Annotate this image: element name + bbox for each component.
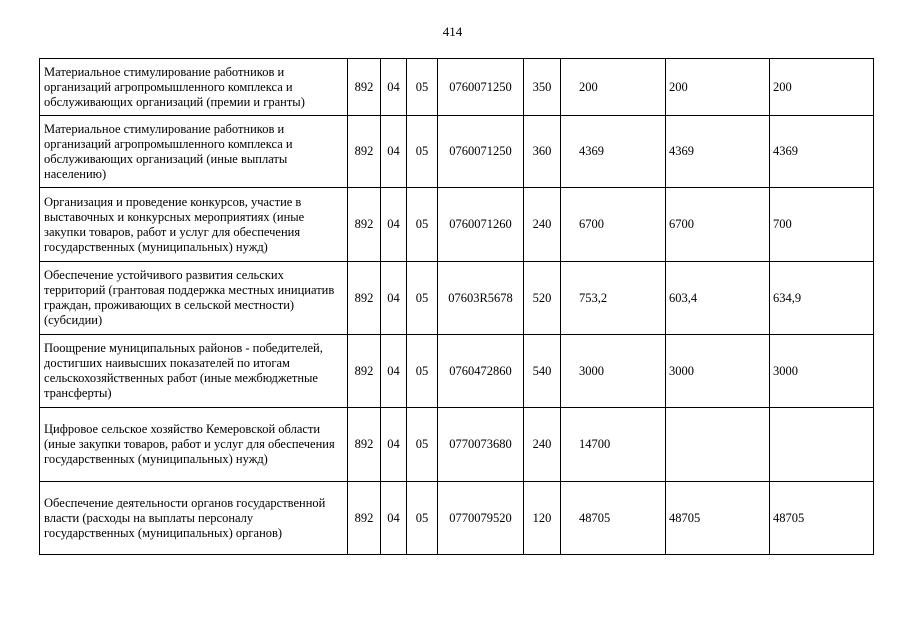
target-article-code: 0770079520: [438, 482, 524, 555]
subsection-code: 05: [407, 188, 438, 262]
expense-type-code: 240: [524, 188, 561, 262]
amount-year-3: 4369: [770, 116, 874, 188]
amount-year-2: 603,4: [666, 262, 770, 335]
ministry-code: 892: [348, 408, 381, 482]
row-description: Цифровое сельское хозяйство Кемеровской области (иные закупки товаров, работ и услуг для обеспечения государственных (муниципальных) нужд): [40, 408, 348, 482]
amount-year-2: 6700: [666, 188, 770, 262]
subsection-code: 05: [407, 262, 438, 335]
expense-type-code: 520: [524, 262, 561, 335]
expense-type-code: 360: [524, 116, 561, 188]
table-row: [40, 59, 874, 116]
section-code: 04: [381, 408, 407, 482]
amount-year-1: 48705: [561, 482, 666, 555]
target-article-code: 0760071250: [438, 59, 524, 116]
table-row: [40, 482, 874, 555]
target-article-code: 0760071260: [438, 188, 524, 262]
subsection-code: 05: [407, 59, 438, 116]
section-code: 04: [381, 482, 407, 555]
subsection-code: 05: [407, 482, 438, 555]
amount-year-3: 634,9: [770, 262, 874, 335]
section-code: 04: [381, 59, 407, 116]
amount-year-2: [666, 408, 770, 482]
ministry-code: 892: [348, 116, 381, 188]
amount-year-2: 48705: [666, 482, 770, 555]
expense-type-code: 540: [524, 335, 561, 408]
ministry-code: 892: [348, 188, 381, 262]
amount-year-3: 700: [770, 188, 874, 262]
amount-year-1: 200: [561, 59, 666, 116]
amount-year-1: 14700: [561, 408, 666, 482]
table-row: [40, 188, 874, 262]
ministry-code: 892: [348, 59, 381, 116]
table-row: [40, 408, 874, 482]
ministry-code: 892: [348, 262, 381, 335]
target-article-code: 0770073680: [438, 408, 524, 482]
amount-year-2: 4369: [666, 116, 770, 188]
amount-year-3: [770, 408, 874, 482]
amount-year-1: 4369: [561, 116, 666, 188]
row-description: Организация и проведение конкурсов, участие в выставочных и конкурсных мероприятиях (иные закупки товаров, работ и услуг для обеспечения государственных (муниципальных) нужд): [40, 188, 348, 262]
expense-type-code: 120: [524, 482, 561, 555]
amount-year-3: 48705: [770, 482, 874, 555]
table-row: [40, 116, 874, 188]
amount-year-1: 3000: [561, 335, 666, 408]
amount-year-2: 3000: [666, 335, 770, 408]
target-article-code: 0760071250: [438, 116, 524, 188]
target-article-code: 0760472860: [438, 335, 524, 408]
section-code: 04: [381, 188, 407, 262]
table-row: [40, 335, 874, 408]
expense-type-code: 240: [524, 408, 561, 482]
row-description: Обеспечение устойчивого развития сельских территорий (грантовая поддержка местных инициатив граждан, проживающих в сельской местности) (субсидии): [40, 262, 348, 335]
section-code: 04: [381, 116, 407, 188]
target-article-code: 07603R5678: [438, 262, 524, 335]
ministry-code: 892: [348, 482, 381, 555]
amount-year-1: 753,2: [561, 262, 666, 335]
amount-year-3: 200: [770, 59, 874, 116]
budget-table: [39, 58, 874, 555]
amount-year-1: 6700: [561, 188, 666, 262]
row-description: Материальное стимулирование работников и организаций агропромышленного комплекса и обслуживающих организаций (премии и гранты): [40, 59, 348, 116]
amount-year-3: 3000: [770, 335, 874, 408]
expense-type-code: 350: [524, 59, 561, 116]
section-code: 04: [381, 262, 407, 335]
table-row: [40, 262, 874, 335]
row-description: Обеспечение деятельности органов государственной власти (расходы на выплаты персоналу государственных (муниципальных) органов): [40, 482, 348, 555]
subsection-code: 05: [407, 335, 438, 408]
amount-year-2: 200: [666, 59, 770, 116]
row-description: Поощрение муниципальных районов - победителей, достигших наивысших показателей по итогам сельскохозяйственных работ (иные межбюджетные трансферты): [40, 335, 348, 408]
subsection-code: 05: [407, 116, 438, 188]
section-code: 04: [381, 335, 407, 408]
subsection-code: 05: [407, 408, 438, 482]
row-description: Материальное стимулирование работников и организаций агропромышленного комплекса и обслуживающих организаций (иные выплаты населению): [40, 116, 348, 188]
page-number: 414: [442, 24, 463, 39]
ministry-code: 892: [348, 335, 381, 408]
